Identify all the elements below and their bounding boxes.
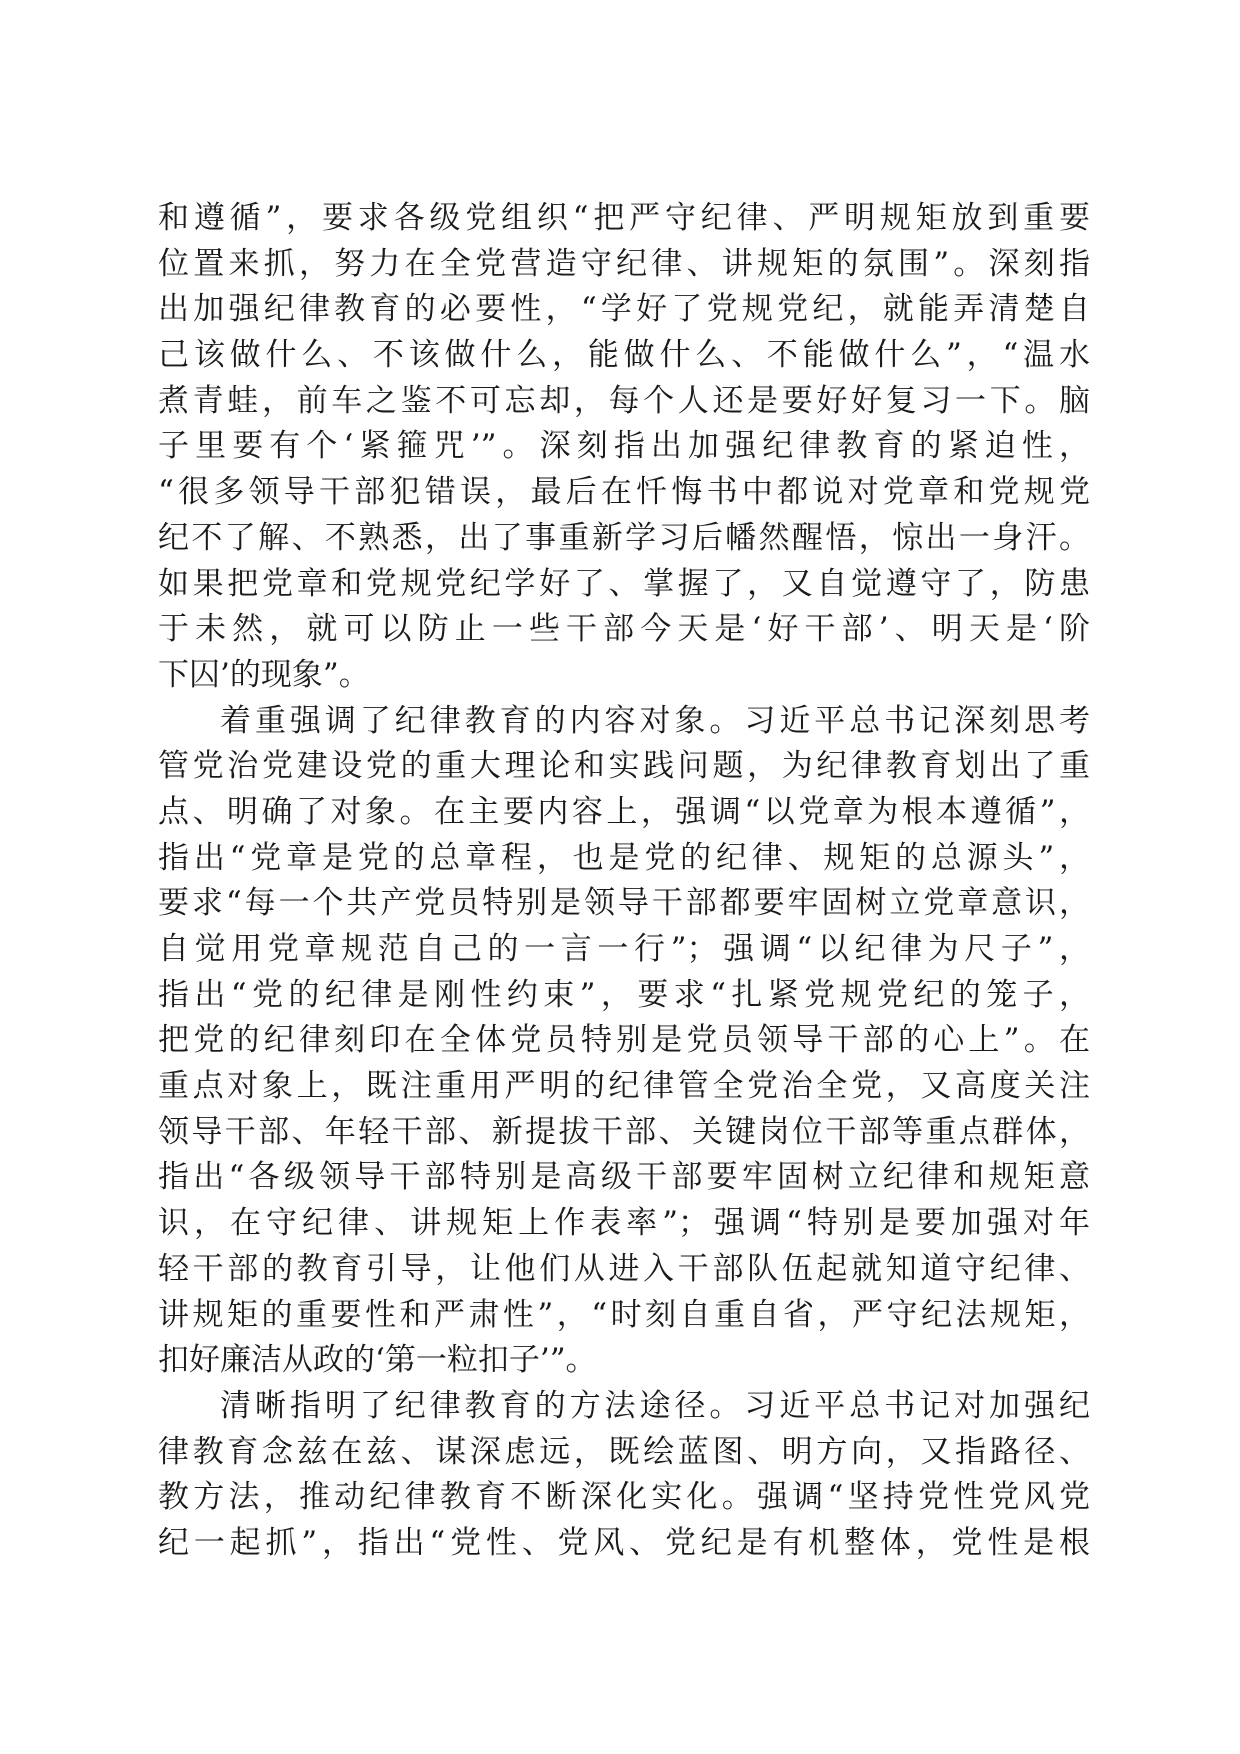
text-line: 管党治党建设党的重大理论和实践问题，为纪律教育划出了重 bbox=[158, 748, 1090, 785]
paragraph bbox=[158, 699, 1090, 1384]
text-line: “很多领导干部犯错误，最后在忏悔书中都说对党章和党规党 bbox=[158, 474, 1090, 511]
text-line: 律教育念兹在兹、谋深虑远，既绘蓝图、明方向，又指路径、 bbox=[158, 1433, 1090, 1470]
text-line: 位置来抓，努力在全党营造守纪律、讲规矩的氛围”。深刻指 bbox=[158, 245, 1090, 282]
text-line: 于未然，就可以防止一些干部今天是‘好干部’、明天是‘阶 bbox=[158, 611, 1090, 648]
paragraph bbox=[158, 196, 1090, 699]
paragraph bbox=[158, 1384, 1090, 1567]
text-line: 下囚’的现象”。 bbox=[158, 656, 370, 693]
text-line: 扣好廉洁从政的‘第一粒扣子’”。 bbox=[158, 1342, 597, 1379]
document-body bbox=[158, 196, 1090, 1567]
text-line: 指出“党章是党的总章程，也是党的纪律、规矩的总源头”， bbox=[158, 839, 1090, 876]
text-line: 自觉用党章规范自己的一言一行”；强调“以纪律为尺子”， bbox=[158, 931, 1090, 967]
text-line: 把党的纪律刻印在全体党员特别是党员领导干部的心上”。在 bbox=[158, 1022, 1090, 1059]
text-line: 清晰指明了纪律教育的方法途径。习近平总书记对加强纪 bbox=[220, 1387, 1090, 1424]
text-line: 领导干部、年轻干部、新提拔干部、关键岗位干部等重点群体， bbox=[158, 1113, 1090, 1150]
text-line: 纪一起抓”，指出“党性、党风、党纪是有机整体，党性是根 bbox=[158, 1524, 1090, 1561]
text-line: 教方法，推动纪律教育不断深化实化。强调“坚持党性党风党 bbox=[158, 1479, 1090, 1516]
text-line: 和遵循”，要求各级党组织“把严守纪律、严明规矩放到重要 bbox=[158, 200, 1090, 236]
text-line: 己该做什么、不该做什么，能做什么、不能做什么”，“温水 bbox=[158, 337, 1090, 374]
text-line: 要求“每一个共产党员特别是领导干部都要牢固树立党章意识， bbox=[158, 885, 1090, 922]
text-line: 指出“党的纪律是刚性约束”，要求“扎紧党规党纪的笼子， bbox=[158, 976, 1090, 1013]
text-line: 讲规矩的重要性和严肃性”，“时刻自重自省，严守纪法规矩， bbox=[158, 1296, 1090, 1333]
text-line: 轻干部的教育引导，让他们从进入干部队伍起就知道守纪律、 bbox=[158, 1250, 1090, 1287]
text-line: 点、明确了对象。在主要内容上，强调“以党章为根本遵循”， bbox=[158, 793, 1090, 830]
text-line: 指出“各级领导干部特别是高级干部要牢固树立纪律和规矩意 bbox=[158, 1159, 1090, 1196]
text-line: 子里要有个‘紧箍咒’”。深刻指出加强纪律教育的紧迫性， bbox=[158, 428, 1090, 465]
text-line: 纪不了解、不熟悉，出了事重新学习后幡然醒悟，惊出一身汗。 bbox=[158, 519, 1090, 556]
text-line: 重点对象上，既注重用严明的纪律管全党治全党，又高度关注 bbox=[158, 1068, 1090, 1105]
text-line: 着重强调了纪律教育的内容对象。习近平总书记深刻思考 bbox=[220, 702, 1090, 739]
text-line: 如果把党章和党规党纪学好了、掌握了，又自觉遵守了，防患 bbox=[158, 565, 1090, 602]
text-line: 煮青蛙，前车之鉴不可忘却，每个人还是要好好复习一下。脑 bbox=[158, 382, 1090, 419]
text-line: 出加强纪律教育的必要性，“学好了党规党纪，就能弄清楚自 bbox=[158, 291, 1090, 328]
text-line: 识，在守纪律、讲规矩上作表率”；强调“特别是要加强对年 bbox=[158, 1205, 1090, 1242]
